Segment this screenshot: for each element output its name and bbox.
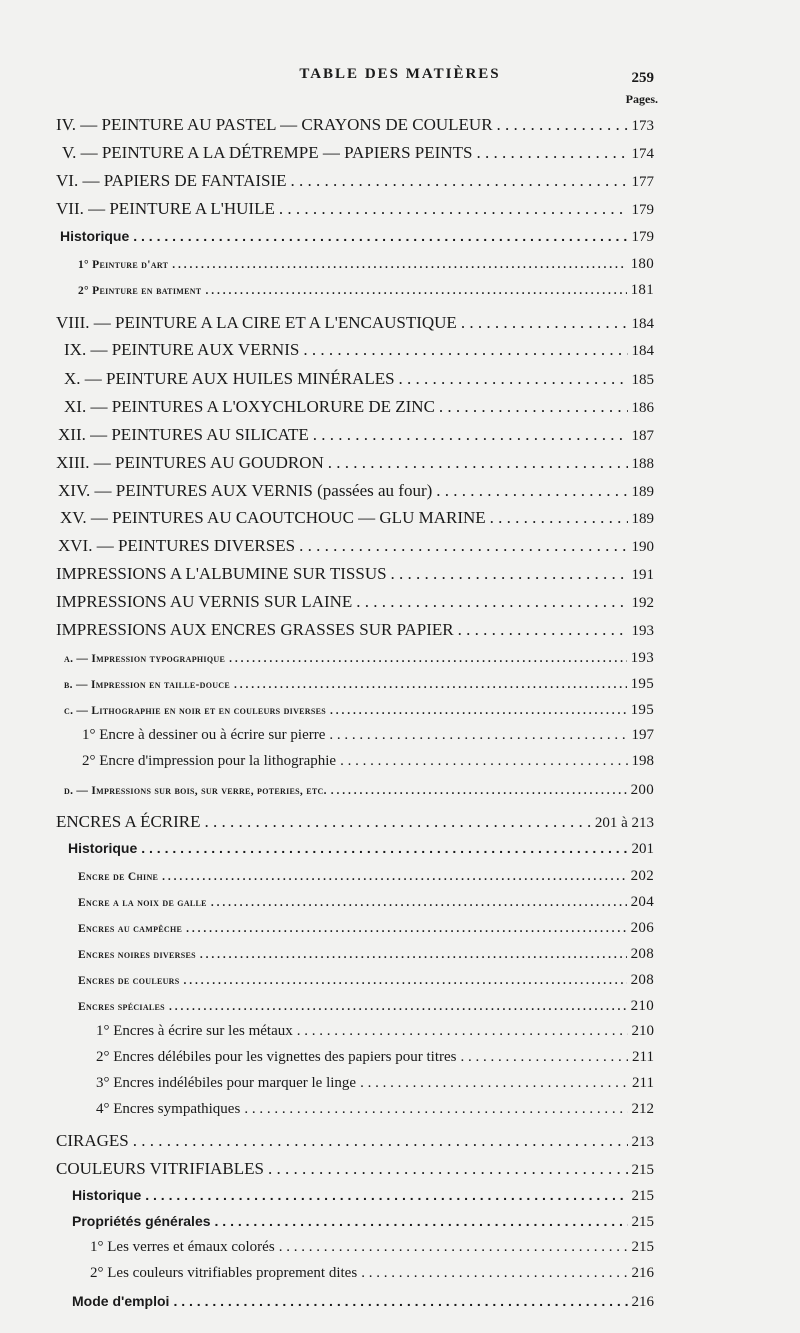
running-head: TABLE DES MATIÈRES — [299, 66, 501, 82]
toc-entry-page: 210 — [631, 1023, 654, 1039]
toc-entry-label: IV. — PEINTURE AU PASTEL — CRAYONS DE COULEUR — [56, 115, 493, 134]
toc-entry-page: 181 — [630, 282, 654, 298]
toc-entry — [64, 676, 654, 693]
dot-leader — [458, 620, 628, 640]
dot-leader — [133, 228, 627, 244]
toc-entry — [56, 171, 654, 191]
toc-entry-page: 185 — [631, 372, 654, 388]
toc-entry-label: V. — PEINTURE A LA DÉTREMPE — PAPIERS PEINTS — [62, 143, 473, 162]
dot-leader — [205, 812, 591, 832]
toc-entry-label: Encres spéciales — [78, 1001, 165, 1013]
toc-entry-label: 1° Les verres et émaux colorés — [90, 1239, 275, 1255]
toc-entry-page: 179 — [631, 229, 654, 245]
toc-entry-label: Historique — [68, 840, 138, 856]
toc-entry — [78, 868, 654, 885]
dot-leader — [162, 871, 626, 883]
dot-leader — [291, 171, 628, 191]
toc-entry-label: 2° Encre d'impression pour la lithographie — [82, 753, 337, 769]
toc-entry-label: d. — Impressions sur bois, sur verre, poteries, etc. — [64, 785, 327, 797]
toc-entry-page: 215 — [631, 1214, 654, 1230]
toc-entry-page: 215 — [631, 1188, 654, 1204]
toc-entry-page: 213 — [631, 1134, 654, 1150]
toc-entry — [72, 1213, 654, 1231]
dot-leader — [173, 1293, 627, 1309]
dot-leader — [439, 397, 628, 417]
page-number: 259 — [631, 70, 654, 86]
toc-entry-page: 191 — [631, 567, 654, 583]
toc-entry-page: 193 — [630, 650, 654, 666]
toc-entry-page: 204 — [630, 894, 654, 910]
toc-entry-label: X. — PEINTURE AUX HUILES MINÉRALES — [64, 369, 395, 388]
dot-leader — [303, 340, 627, 360]
toc-entry-page: 198 — [631, 753, 654, 769]
toc-entry-page: 215 — [631, 1162, 654, 1178]
toc-entry-label: Encres de couleurs — [78, 975, 180, 987]
toc-entry — [56, 453, 654, 473]
toc-entry-page: 179 — [631, 202, 654, 218]
toc-entry-page: 180 — [630, 256, 654, 272]
toc-entry — [90, 1239, 654, 1256]
toc-entry-label: 1° Encres à écrire sur les métaux — [96, 1023, 293, 1039]
dot-leader — [141, 840, 627, 856]
toc-entry-label: 2° Peinture en batiment — [78, 285, 202, 297]
toc-entry — [64, 782, 654, 799]
dot-leader — [200, 949, 627, 961]
toc-entry — [64, 702, 654, 719]
toc-entry — [56, 1131, 654, 1151]
dot-leader — [490, 508, 628, 528]
toc-entry-label: 2° Les couleurs vitrifiables proprement dites — [90, 1265, 358, 1281]
toc-entry-label: XIII. — PEINTURES AU GOUDRON — [56, 453, 324, 472]
toc-entry — [78, 256, 654, 273]
dot-leader — [360, 1075, 628, 1092]
toc-entry — [82, 753, 654, 770]
toc-entry-page: 200 — [630, 782, 654, 798]
toc-entry — [56, 812, 654, 832]
toc-entry — [60, 228, 654, 246]
dot-leader — [234, 679, 627, 691]
dot-leader — [399, 369, 628, 389]
toc-entry — [56, 620, 654, 640]
toc-entry — [64, 340, 654, 360]
dot-leader — [313, 425, 628, 445]
toc-entry-page: 192 — [631, 595, 654, 611]
toc-entry-label: 3° Encres indélébiles pour marquer le linge — [96, 1075, 357, 1091]
dot-leader — [205, 285, 626, 297]
toc-entry-label: ENCRES A ÉCRIRE — [56, 812, 201, 831]
dot-leader — [133, 1131, 628, 1151]
toc-entry-page: 186 — [631, 400, 654, 416]
dot-leader — [497, 115, 628, 135]
toc-entry — [96, 1075, 654, 1092]
toc-entry-page: 193 — [631, 623, 654, 639]
toc-entry — [72, 1293, 654, 1311]
toc-entry-page: 208 — [630, 972, 654, 988]
toc-entry-page: 201 — [631, 841, 654, 857]
toc-entry-label: Propriétés générales — [72, 1213, 211, 1229]
toc-entry-page: 188 — [631, 456, 654, 472]
toc-entry — [64, 397, 654, 417]
toc-entry-label: b. — Impression en taille-douce — [64, 679, 231, 691]
toc-entry-label: Historique — [60, 228, 130, 244]
dot-leader — [184, 975, 627, 987]
toc-entry — [78, 998, 654, 1015]
toc-entry — [78, 946, 654, 963]
toc-entry — [62, 143, 654, 163]
toc-entry-label: VII. — PEINTURE A L'HUILE — [56, 199, 275, 218]
toc-entry — [56, 1159, 654, 1179]
toc-entry — [96, 1023, 654, 1040]
toc-entry-label: Historique — [72, 1187, 142, 1203]
toc-entry-label: Mode d'emploi — [72, 1293, 170, 1309]
toc-entry-page: 216 — [631, 1265, 654, 1281]
dot-leader — [340, 753, 627, 770]
dot-leader — [356, 592, 627, 612]
toc-entry-page: 195 — [630, 676, 654, 692]
dot-leader — [172, 259, 626, 271]
toc-entry — [58, 425, 654, 445]
dot-leader — [169, 1001, 627, 1013]
dot-leader — [361, 1265, 627, 1282]
toc-entry — [56, 313, 654, 333]
dot-leader — [330, 705, 627, 717]
toc-entry-page: 201 à 213 — [594, 815, 654, 831]
toc-entry-page: 195 — [630, 702, 654, 718]
dot-leader — [279, 1239, 628, 1256]
toc-entry-page: 211 — [632, 1075, 654, 1091]
dot-leader — [215, 1213, 628, 1229]
toc-entry-label: a. — Impression typographique — [64, 653, 226, 665]
toc-entry-label: 1° Peinture d'art — [78, 259, 169, 271]
dot-leader — [211, 897, 627, 909]
toc-entry-label: XII. — PEINTURES AU SILICATE — [58, 425, 309, 444]
dot-leader — [460, 1049, 628, 1066]
toc-entry-label: Encre de Chine — [78, 871, 159, 883]
toc-entry-label: XV. — PEINTURES AU CAOUTCHOUC — GLU MARINE — [60, 508, 486, 527]
toc-entry — [56, 115, 654, 135]
dot-leader — [297, 1023, 628, 1040]
toc-entry-page: 184 — [631, 316, 654, 332]
toc-entry — [64, 369, 654, 389]
toc-entry-page: 174 — [631, 146, 654, 162]
toc-entry — [64, 650, 654, 667]
toc-entry — [96, 1049, 654, 1066]
toc-entry-label: XVI. — PEINTURES DIVERSES — [58, 536, 296, 555]
dot-leader — [476, 143, 627, 163]
toc-entry-page: 177 — [631, 174, 654, 190]
dot-leader — [461, 313, 628, 333]
toc-entry-page: 202 — [630, 868, 654, 884]
dot-leader — [186, 923, 626, 935]
dot-leader — [331, 785, 627, 797]
toc-entry-label: CIRAGES — [56, 1131, 129, 1150]
toc-entry — [68, 840, 654, 858]
toc-entry-page: 173 — [631, 118, 654, 134]
dot-leader — [268, 1159, 628, 1179]
toc-entry — [82, 727, 654, 744]
toc-entry-label: COULEURS VITRIFIABLES — [56, 1159, 264, 1178]
toc-entry-label: IMPRESSIONS A L'ALBUMINE SUR TISSUS — [56, 564, 387, 583]
toc-entry-label: c. — Lithographie en noir et en couleurs diverses — [64, 705, 327, 717]
toc-entry-label: IX. — PEINTURE AUX VERNIS — [64, 340, 300, 359]
dot-leader — [299, 536, 627, 556]
dot-leader — [436, 481, 627, 501]
toc-entry-label: 1° Encre à dessiner ou à écrire sur pierre — [82, 727, 326, 743]
toc-entry — [58, 481, 654, 501]
toc-entry-page: 189 — [631, 511, 654, 527]
toc-entry-label: Encres noires diverses — [78, 949, 196, 961]
toc-entry — [78, 282, 654, 299]
toc-entry-label: XI. — PEINTURES A L'OXYCHLORURE DE ZINC — [64, 397, 435, 416]
dot-leader — [279, 199, 628, 219]
toc-entry-label: IMPRESSIONS AU VERNIS SUR LAINE — [56, 592, 353, 611]
toc-entry-page: 197 — [631, 727, 654, 743]
toc-entry-label: XIV. — PEINTURES AUX VERNIS (passées au four) — [58, 481, 433, 500]
toc-entry-page: 187 — [631, 428, 654, 444]
toc-entry — [78, 972, 654, 989]
toc-entry-label: 4° Encres sympathiques — [96, 1101, 241, 1117]
toc-entry — [58, 536, 654, 556]
toc-entry-page: 215 — [631, 1239, 654, 1255]
dot-leader — [329, 727, 627, 744]
toc-entry-label: VI. — PAPIERS DE FANTAISIE — [56, 171, 287, 190]
pages-column-label: Pages. — [625, 92, 658, 106]
toc-entry-page: 206 — [630, 920, 654, 936]
dot-leader — [229, 653, 627, 665]
toc-entry — [72, 1187, 654, 1205]
toc-entry-page: 208 — [630, 946, 654, 962]
toc-entry-page: 184 — [631, 343, 654, 359]
toc-entry — [78, 920, 654, 937]
toc-entry-label: IMPRESSIONS AUX ENCRES GRASSES SUR PAPIER — [56, 620, 454, 639]
toc-entry-page: 189 — [631, 484, 654, 500]
toc-entry — [90, 1265, 654, 1282]
toc-entry-page: 210 — [630, 998, 654, 1014]
dot-leader — [244, 1101, 627, 1118]
toc-entry-label: VIII. — PEINTURE A LA CIRE ET A L'ENCAUSTIQUE — [56, 313, 457, 332]
toc-entry-page: 212 — [631, 1101, 654, 1117]
toc-entry-page: 216 — [631, 1294, 654, 1310]
toc-entry — [78, 894, 654, 911]
dot-leader — [328, 453, 628, 473]
toc-entry — [56, 592, 654, 612]
toc-entry-label: Encre a la noix de galle — [78, 897, 207, 909]
toc-entry — [56, 564, 654, 584]
toc-entry-page: 211 — [632, 1049, 654, 1065]
dot-leader — [391, 564, 628, 584]
toc-entry-label: 2° Encres délébiles pour les vignettes des papiers pour titres — [96, 1049, 457, 1065]
toc-entry — [56, 199, 654, 219]
toc-entry — [96, 1101, 654, 1118]
toc-entry-label: Encres au campêche — [78, 923, 183, 935]
toc-entry-page: 190 — [631, 539, 654, 555]
toc-entry — [60, 508, 654, 528]
dot-leader — [145, 1187, 627, 1203]
